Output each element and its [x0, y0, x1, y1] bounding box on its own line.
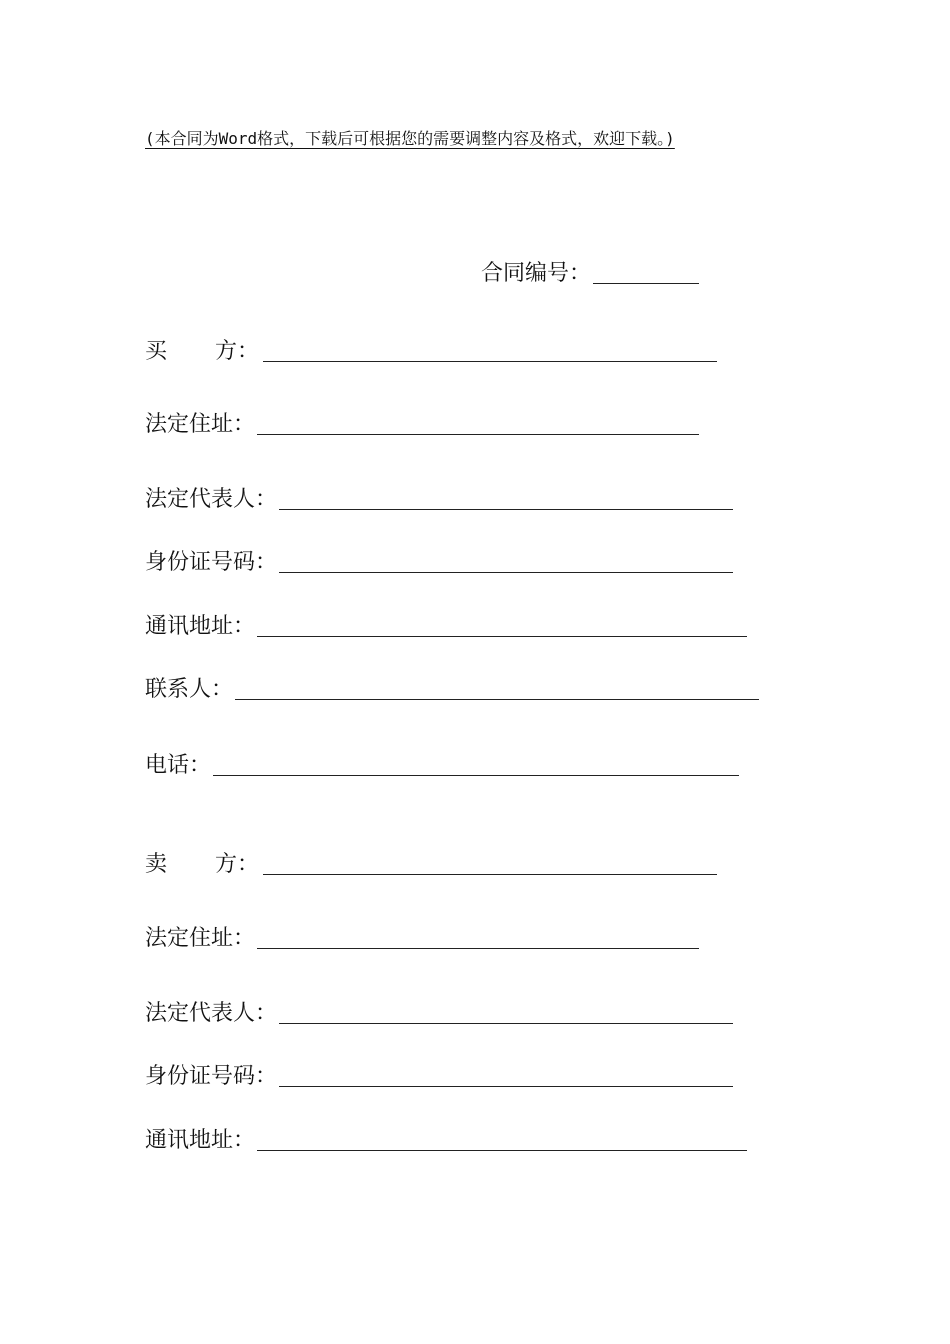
buyer-party-label-b: 方： — [215, 339, 260, 364]
seller-party-blank — [263, 856, 717, 875]
buyer-party-label-a: 买 — [145, 339, 168, 364]
seller-mail-label: 通讯地址： — [145, 1128, 256, 1153]
seller-id-label: 身份证号码： — [145, 1064, 278, 1089]
seller-party-row — [145, 851, 717, 879]
buyer-contact-blank — [235, 681, 759, 700]
buyer-contact-row — [145, 676, 759, 704]
seller-party-label — [145, 851, 260, 879]
download-notice: (本合同为Word格式，下载后可根据您的需要调整内容及格式，欢迎下载。) — [145, 129, 675, 148]
seller-party-label-b: 方： — [215, 852, 260, 877]
buyer-mail-label: 通讯地址： — [145, 614, 256, 639]
buyer-phone-label: 电话： — [145, 753, 212, 778]
buyer-rep-blank — [279, 491, 733, 510]
buyer-party-row — [145, 338, 717, 366]
seller-id-blank — [279, 1068, 733, 1087]
buyer-id-row — [145, 549, 733, 577]
buyer-mail-row — [145, 613, 747, 641]
buyer-address-blank — [257, 416, 699, 435]
buyer-party-blank — [263, 343, 717, 362]
seller-id-row — [145, 1063, 733, 1091]
buyer-id-label: 身份证号码： — [145, 550, 278, 575]
seller-rep-row — [145, 1000, 733, 1028]
contract-number-label: 合同编号： — [481, 261, 592, 286]
buyer-mail-blank — [257, 618, 747, 637]
buyer-address-row — [145, 411, 699, 439]
buyer-rep-row — [145, 486, 733, 514]
seller-rep-blank — [279, 1005, 733, 1024]
buyer-contact-label: 联系人： — [145, 677, 234, 702]
buyer-phone-row — [145, 752, 739, 780]
contract-number-blank — [593, 265, 699, 284]
seller-mail-row — [145, 1127, 747, 1155]
contract-number-row — [481, 260, 699, 288]
seller-address-label: 法定住址： — [145, 926, 256, 951]
buyer-phone-blank — [213, 757, 739, 776]
buyer-rep-label: 法定代表人： — [145, 487, 278, 512]
buyer-address-label: 法定住址： — [145, 412, 256, 437]
seller-address-blank — [257, 930, 699, 949]
buyer-id-blank — [279, 554, 733, 573]
seller-rep-label: 法定代表人： — [145, 1001, 278, 1026]
seller-party-label-a: 卖 — [145, 852, 168, 877]
buyer-party-label — [145, 338, 260, 366]
seller-address-row — [145, 925, 699, 953]
seller-mail-blank — [257, 1132, 747, 1151]
